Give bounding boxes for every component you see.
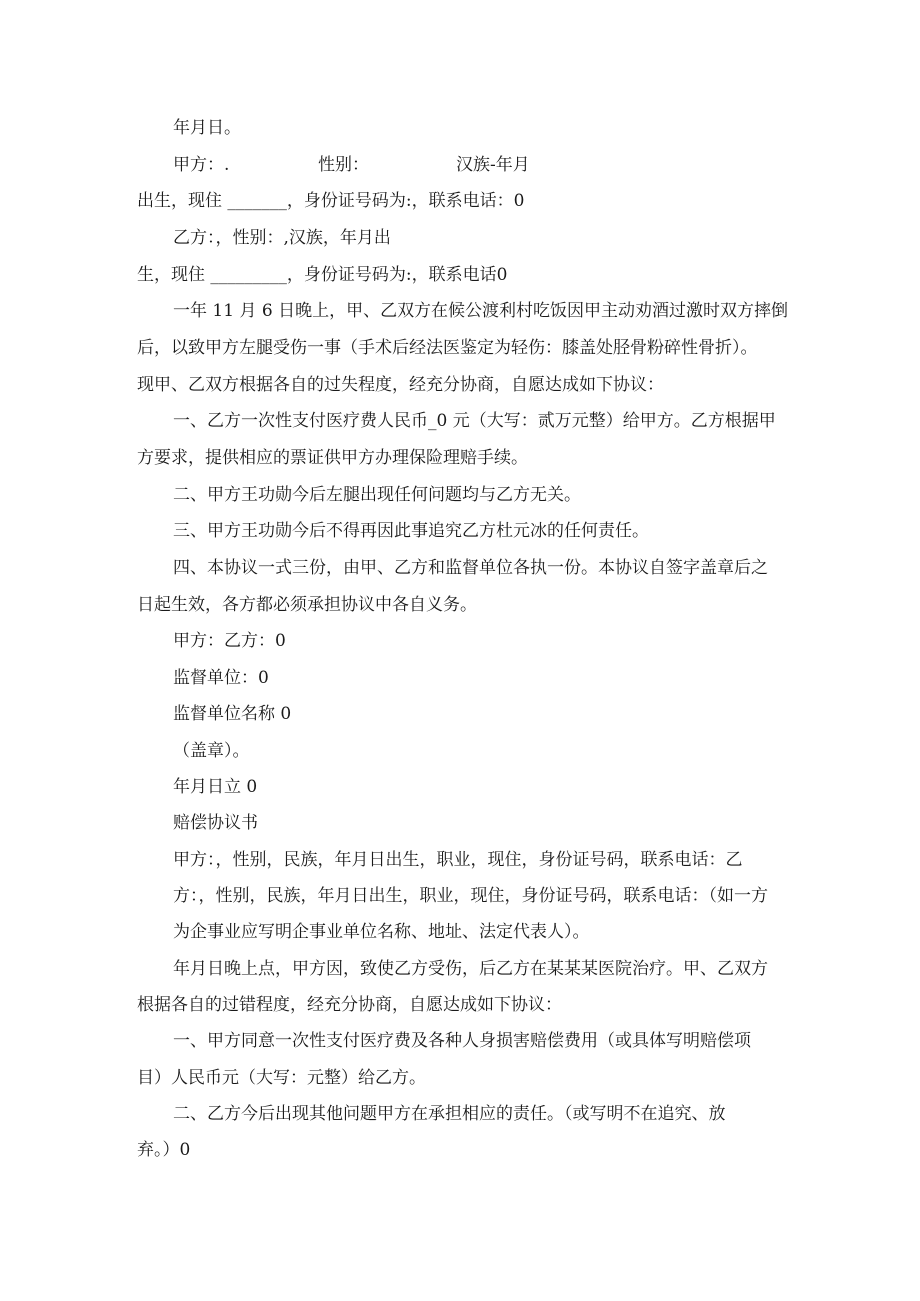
section-title: 赔偿协议书 [173,813,258,833]
text-line: 年月日。 [173,118,241,138]
text-line: 性别： [318,155,369,175]
text-line: 二、乙方今后出现其他问题甲方在承担相应的责任。（或写明不在追究、放 [173,1104,726,1124]
text-line: 目）人民币元（大写：元整）给乙方。 [137,1068,426,1088]
text-line: 监督单位名称 0 [173,704,292,724]
text-line: 生，现住 _________，身份证号码为:，联系电话0 [137,265,508,285]
text-line: 甲方：乙方：0 [173,631,286,651]
text-line: （盖章）。 [173,741,250,761]
text-line: 后，以致甲方左腿受伤一事（手术后经法医鉴定为轻伤：膝盖处胫骨粉碎性骨折）。 [137,338,758,358]
text-line: 日起生效，各方都必须承担协议中各自义务。 [137,595,477,615]
text-line: 二、甲方王功勋今后左腿出现任何问题均与乙方无关。 [173,485,581,505]
text-line: 为企事业应写明企事业单位名称、地址、法定代表人）。 [173,922,590,942]
text-line: 一年 11 月 6 日晚上，甲、乙双方在候公渡利村吃饭因甲主动劝酒过激时双方摔倒 [173,301,789,321]
text-line: 汉族-年月 [456,155,530,175]
text-line: 现甲、乙双方根据各自的过失程度，经充分协商，自愿达成如下协议： [137,375,664,395]
text-line: 甲方：，性别，民族，年月日出生，职业，现住，身份证号码，联系电话：乙 [173,850,743,870]
text-line: 四、本协议一式三份，由甲、乙方和监督单位各执一份。本协议自签字盖章后之 [173,558,768,578]
text-line: 年月日立 0 [173,777,258,797]
text-line: 监督单位：0 [173,668,269,688]
text-line: 三、甲方王功勋今后不得再因此事追究乙方杜元冰的任何责任。 [173,521,649,541]
text-line: 乙方：，性别：,汉族，年月出 [173,228,391,248]
text-line: 根据各自的过错程度，经充分协商，自愿达成如下协议： [137,995,562,1015]
text-line: 甲方：. [173,155,230,175]
text-line: 出生，现住 _______，身份证号码为:，联系电话：0 [137,191,525,211]
text-line: 年月日晚上点，甲方因，致使乙方受伤，后乙方在某某某医院治疗。甲、乙双方 [173,959,768,979]
text-line: 方要求，提供相应的票证供甲方办理保险理赔手续。 [137,448,528,468]
text-line: 方：，性别，民族，年月日出生，职业，现住，身份证号码，联系电话：（如一方 [173,886,768,906]
text-line: 弃。）0 [137,1140,191,1160]
text-line: 一、甲方同意一次性支付医疗费及各种人身损害赔偿费用（或具体写明赔偿项 [173,1031,751,1051]
text-line: 一、乙方一次性支付医疗费人民币_0 元（大写：贰万元整）给甲方。乙方根据甲 [173,411,776,431]
